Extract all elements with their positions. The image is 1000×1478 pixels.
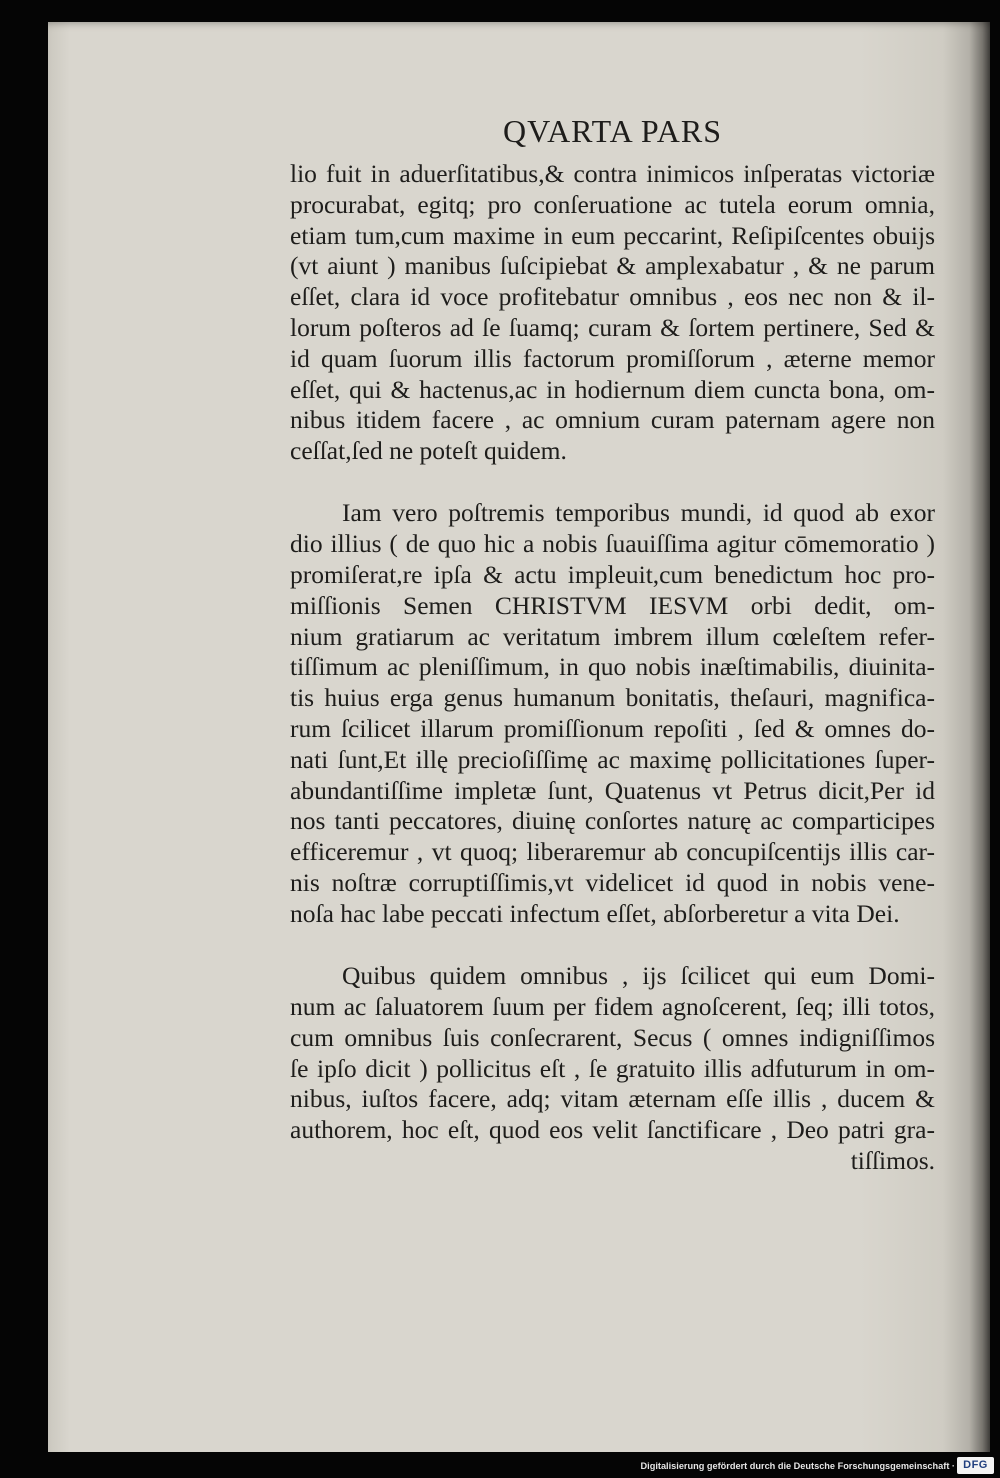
paragraph <box>290 159 935 467</box>
digitization-credit: Digitalisierung gefördert durch die Deutsche Forschungsgemeinschaft · <box>640 1461 955 1471</box>
text-line: nibus, iuſtos facere, adq; vitam æternam eſſe illis , ducem & <box>290 1084 935 1114</box>
text-line: abundantiſſime impletæ ſunt, Quatenus vt Petrus dicit,Per id <box>290 775 935 805</box>
text-line: nis noſtræ corruptiſſimis,vt videlicet id quod in nobis vene- <box>290 868 935 898</box>
text-line: authorem, hoc eſt, quod eos velit ſanctificare , Deo patri gra- <box>290 1115 935 1145</box>
book-page <box>48 22 990 1452</box>
text-line: procurabat, egitq; pro conſeruatione ac tutela eorum omnia, <box>290 189 935 219</box>
text-line: ſe ipſo dicit ) pollicitus eſt , ſe gratuito illis adfuturum in om- <box>290 1053 935 1083</box>
text-line: eſſet, qui & hactenus,ac in hodiernum diem cuncta bona, om- <box>290 374 935 404</box>
text-line: id quam ſuorum illis factorum promiſſorum , æterne memor <box>290 343 935 373</box>
text-line: lio fuit in aduerſitatibus,& contra inimicos inſperatas victoriæ <box>290 159 935 188</box>
text-line: ceſſat,ſed ne poteſt quidem. <box>290 436 567 466</box>
text-line: lorum poſteros ad ſe ſuamq; curam & ſortem pertinere, Sed & <box>290 312 935 342</box>
text-line: noſa hac labe peccati infectum eſſet, abſorberetur a vita Dei. <box>290 898 900 928</box>
running-head: QVARTA PARS <box>502 113 723 149</box>
text-line: cum omnibus ſuis conſecrarent, Secus ( omnes indigniſſimos <box>290 1022 935 1052</box>
text-line: tis huius erga genus humanum bonitatis, theſauri, magnifica- <box>290 683 935 713</box>
catchword: tiſſimos. <box>850 1145 935 1175</box>
text-line: nium gratiarum ac veritatum imbrem illum cœleſtem refer- <box>290 621 935 651</box>
text-line: miſſionis Semen CHRISTVM IESVM orbi dedit, om- <box>290 590 935 620</box>
text-line: rum ſcilicet illarum promiſſionum repoſiti , ſed & omnes do- <box>290 714 935 744</box>
text-line: nibus itidem facere , ac omnium curam paternam agere non <box>290 405 935 435</box>
text-line: Quibus quidem omnibus , ijs ſcilicet qui eum Domi- <box>342 961 935 991</box>
text-line: dio illius ( de quo hic a nobis ſuauiſſima agitur cōmemoratio ) <box>290 529 935 559</box>
text-line: efficeremur , vt quoq; liberaremur ab concupiſcentijs illis car- <box>290 837 935 867</box>
text-line: nos tanti peccatores, diuinę conſortes naturę ac comparticipes <box>290 806 935 836</box>
paragraph <box>290 498 935 929</box>
text-line: Iam vero poſtremis temporibus mundi, id quod ab exor <box>342 498 935 528</box>
text-line: nati ſunt,Et illę precioſiſſimę ac maximę pollicitationes ſuper- <box>290 744 935 774</box>
text-block <box>290 159 935 1177</box>
text-line: eſſet, clara id voce profitebatur omnibus , eos nec non & il- <box>290 282 935 312</box>
dfg-logo: DFG <box>957 1457 994 1474</box>
paragraph <box>290 961 935 1146</box>
text-line: etiam tum,cum maxime in eum peccarint, Reſipiſcentes obuijs <box>290 220 935 250</box>
text-line: (vt aiunt ) manibus ſuſcipiebat & amplexabatur , & ne parum <box>290 251 935 281</box>
text-line: num ac ſaluatorem ſuum per fidem agnoſcerent, ſeq; illi totos, <box>290 991 935 1021</box>
text-line: promiſerat,re ipſa & actu impleuit,cum benedictum hoc pro- <box>290 560 935 590</box>
text-line: tiſſimum ac pleniſſimum, in quo nobis inæſtimabilis, diuinita- <box>290 652 935 682</box>
